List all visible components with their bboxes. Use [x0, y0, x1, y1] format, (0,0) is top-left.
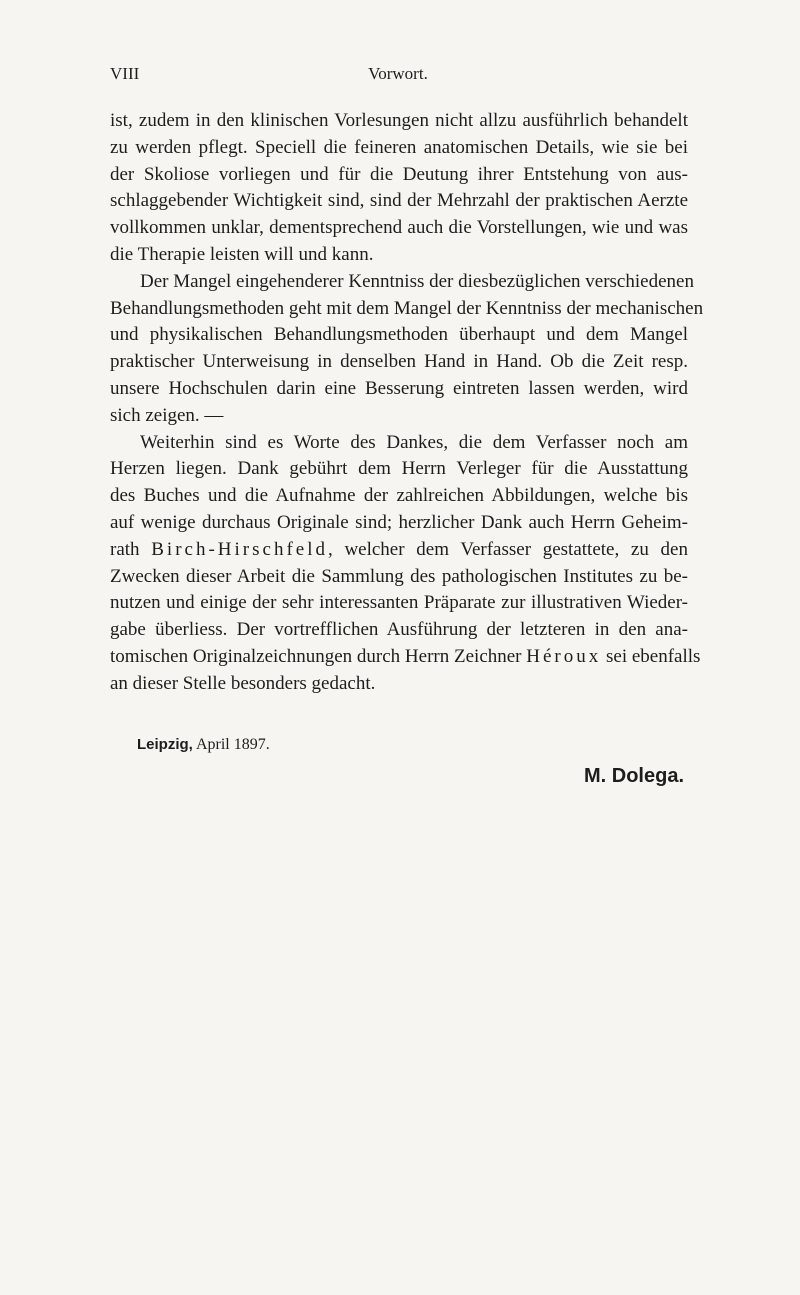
text-line — [110, 537, 688, 564]
signature-date: April 1897. — [195, 736, 270, 753]
person-name: Birch-Hirschfeld — [151, 538, 328, 560]
text-line: Der Mangel eingehenderer Kenntniss der diesbezüglichen verschiedenen — [140, 270, 694, 292]
text-line: auf wenige durchaus Originale sind; herzlicher Dank auch Herrn Geheim- — [110, 511, 688, 533]
text-line: Weiterhin sind es Worte des Dankes, die dem Verfasser noch am — [140, 431, 688, 453]
preface-text — [110, 108, 704, 698]
text-line: schlaggebender Wichtigkeit sind, sind der Mehrzahl der praktischen Aerzte — [110, 190, 688, 212]
text-line: sich zeigen. — — [110, 404, 224, 426]
text-line: an dieser Stelle besonders gedacht. — [110, 672, 376, 694]
text-line: gabe überliess. Der vortrefflichen Ausführung der letzteren in den ana- — [110, 619, 688, 641]
page-number: VIII — [110, 64, 140, 83]
text-line: und physikalischen Behandlungsmethoden überhaupt und dem Mangel — [110, 324, 688, 346]
signature-author: M. Dolega. — [584, 765, 685, 787]
signature-city: Leipzig, — [137, 736, 193, 753]
text-line: nutzen und einige der sehr interessanten Präparate zur illustrativen Wieder- — [110, 592, 688, 614]
text-line: Behandlungsmethoden geht mit dem Mangel der Kenntniss der mechanischen — [110, 297, 704, 319]
text-line: unsere Hochschulen darin eine Besserung eintreten lassen werden, wird — [110, 377, 688, 399]
person-name: Héroux — [526, 645, 602, 667]
text-line: praktischer Unterweisung in denselben Hand in Hand. Ob die Zeit resp. — [110, 351, 688, 373]
text-line: Herzen liegen. Dank gebührt dem Herrn Verleger für die Ausstattung — [110, 458, 688, 480]
text-line: vollkommen unklar, dementsprechend auch die Vorstellungen, wie und was — [110, 217, 688, 239]
text-line: Zwecken dieser Arbeit die Sammlung des pathologischen Institutes zu be- — [110, 565, 688, 587]
text-line — [110, 644, 701, 671]
text-run: tomischen Originalzeichnungen durch Herrn Zeichner — [110, 645, 527, 667]
text-line: des Buches und die Aufnahme der zahlreichen Abbildungen, welche bis — [110, 485, 688, 507]
text-line: der Skoliose vorliegen und für die Deutung ihrer Entstehung von aus- — [110, 163, 688, 185]
text-line: die Therapie leisten will und kann. — [110, 243, 374, 265]
page-header — [110, 64, 686, 88]
text-run: sei ebenfalls — [601, 645, 701, 667]
text-run: , welcher dem Verfasser gestattete, zu den — [327, 538, 688, 560]
signature-place-date — [137, 736, 270, 754]
text-run: rath — [110, 538, 152, 560]
text-line: zu werden pflegt. Speciell die feineren anatomischen Details, wie sie bei — [110, 136, 688, 158]
running-title: Vorwort. — [368, 64, 428, 83]
text-line: ist, zudem in den klinischen Vorlesungen nicht allzu ausführlich behandelt — [110, 110, 688, 131]
